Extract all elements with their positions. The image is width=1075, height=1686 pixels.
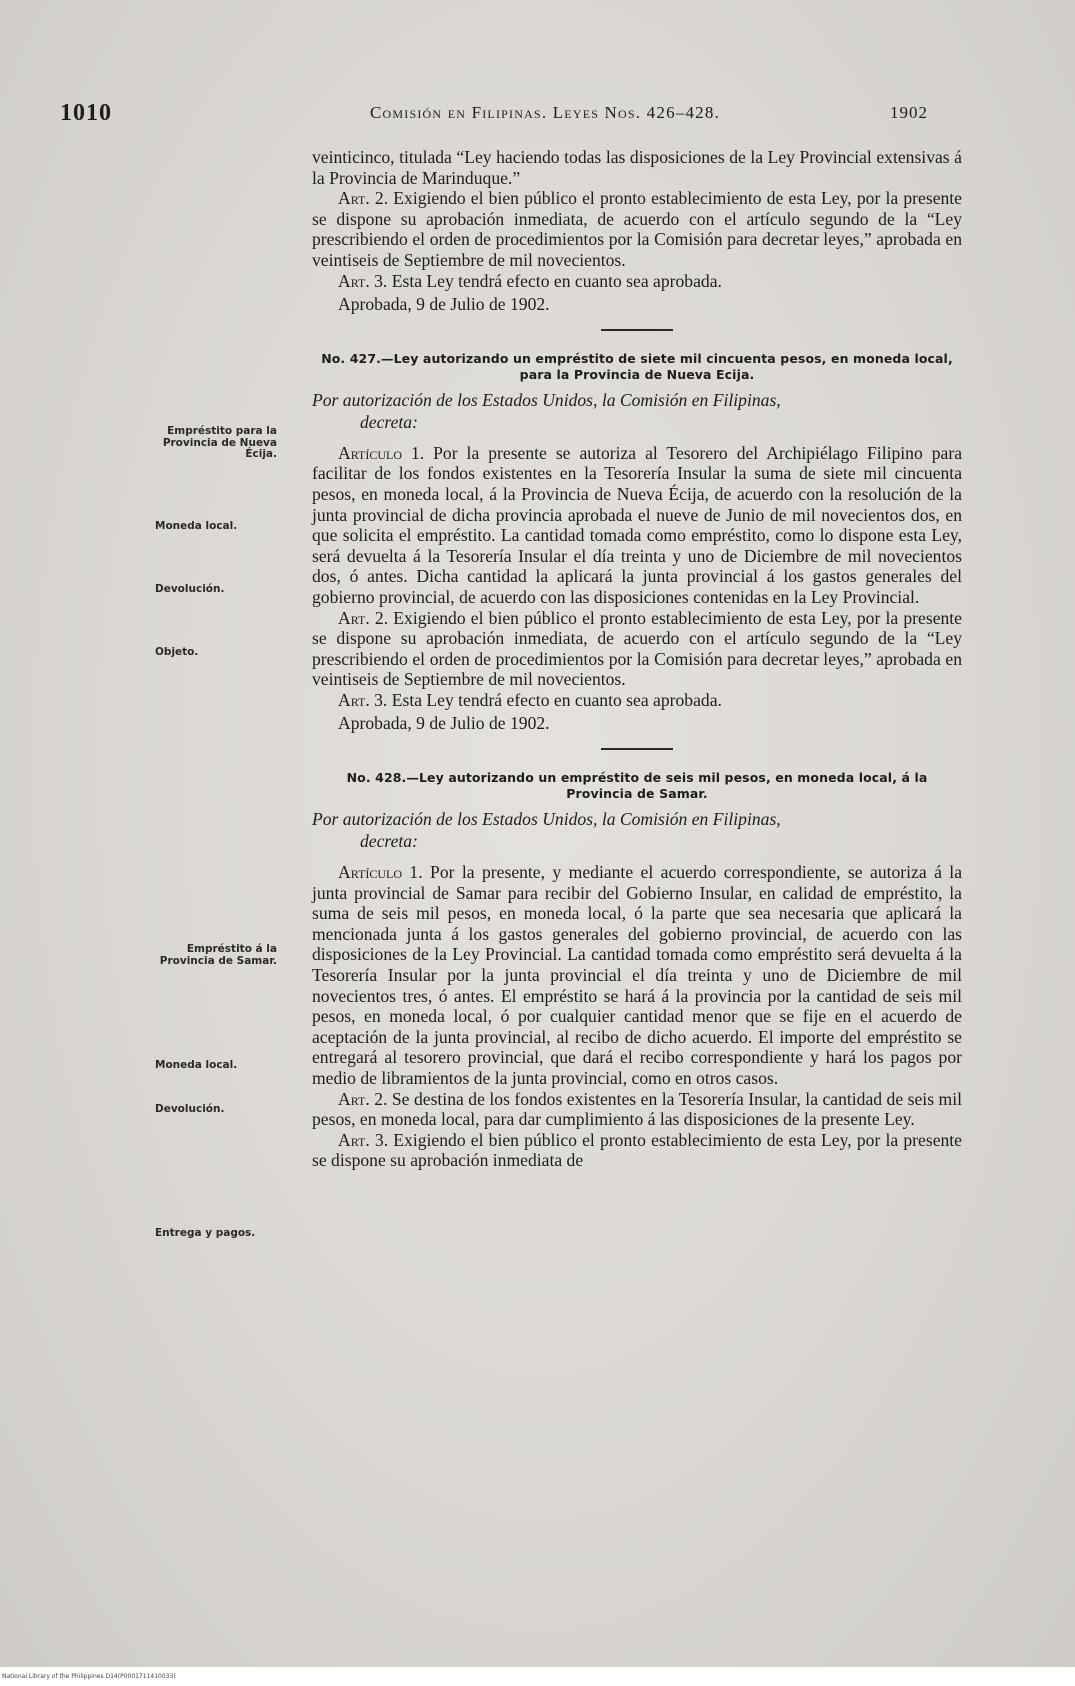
prev-law-article-2: [312, 188, 962, 270]
article-text: Por la presente, y mediante el acuerdo correspondiente, se autoriza á la junta provincial de Samar para recibir del Gobierno Insular, en calidad de empréstito, la suma de seis mil pesos, en moneda local, ó la parte que sea necesaria que aplicará la mencionada junta á los gastos generales del gobierno provincial, de acuerdo con las disposiciones de la Ley Provincial. La cantidad tomada como empréstito será devuelta á la Tesorería Insular por la junta provincial el día treinta y uno de Diciembre de mil novecientos tres, ó antes. El empréstito se hará á la provincia por la cantidad de seis mil pesos, en moneda local, ó por cualquier cantidad menor que se fije en el acuerdo de aceptación de la junta provincial, al recibo de dicho acuerdo. El importe del empréstito se entregará al tesorero provincial, que dará el recibo correspondiente y hará los pagos por medio de libramientos de la junta provincial, como en otros casos.: [312, 862, 963, 1088]
margin-note-delivery-428: Entrega y pagos.: [155, 1227, 256, 1239]
law-427-article-2: [312, 608, 962, 690]
margin-note-loan-428: Empréstito á la Provincia de Samar.: [159, 943, 277, 967]
article-text: Exigiendo el bien público el pronto establecimiento de esta Ley, por la presente se dispone su aprobación inmediata, de acuerdo con el artículo segundo de la “Ley prescribiendo el orden de procedimientos por la Comisión para decretar leyes,” aprobada en veintiseis de Septiembre de mil novecientos.: [312, 188, 962, 270]
article-text: Esta Ley tendrá efecto en cuanto sea aprobada.: [391, 689, 722, 710]
enacting-clause-decreta: decreta:: [360, 831, 418, 852]
law-427-title: No. 427.—Ley autorizando un empréstito de siete mil cincuenta pesos, en moneda local, para la Provincia de Nueva Ecija.: [321, 350, 953, 382]
margin-note-currency-428: Moneda local.: [155, 1059, 238, 1071]
margin-note-repayment-428: Devolución.: [155, 1103, 225, 1115]
article-text: Exigiendo el bien público el pronto establecimiento de esta Ley, por la presente se dispone su aprobación inmediata de: [312, 1129, 962, 1171]
enacting-clause-line: Por autorización de los Estados Unidos, la Comisión en Filipinas,: [312, 389, 781, 410]
article-label: Art. 2.: [338, 607, 389, 628]
margin-note-loan-427: Empréstito para la Provincia de Nueva Écija.: [162, 425, 277, 460]
page-header: [30, 100, 990, 130]
enacting-clause-decreta: decreta:: [360, 411, 418, 432]
header-year: 1902: [890, 103, 928, 122]
article-label: Art. 3.: [338, 1129, 389, 1150]
article-text: Por la presente se autoriza al Tesorero del Archipiélago Filipino para facilitar de los fondos existentes en la Tesorería Insular la suma de siete mil cincuenta pesos, en moneda local, á la Provincia de Nueva Écija, de acuerdo con la resolución de la junta provincial de dicha provincia aprobada el nueve de Junio de mil novecientos dos, en que solicita el empréstito. La cantidad tomada como empréstito, como lo dispone esta Ley, será devuelta á la Tesorería Insular el día treinta y uno de Diciembre de mil novecientos dos, ó antes. Dicha cantidad la aplicará la junta provincial á los gastos generales del gobierno provincial, de acuerdo con las disposiciones contenidas en la Ley Provincial.: [312, 442, 962, 607]
section-divider: [601, 748, 673, 750]
article-label: Art. 2.: [338, 188, 389, 209]
article-text: Se destina de los fondos existentes en la Tesorería Insular, la cantidad de seis mil pesos, en moneda local, para dar cumplimiento á las disposiciones de la presente Ley.: [312, 1088, 962, 1130]
law-427-article-1: [312, 443, 962, 608]
margin-note-currency-427: Moneda local.: [155, 520, 238, 532]
page-body: [312, 147, 962, 1171]
law-428-article-1: [312, 862, 962, 1089]
section-divider: [601, 329, 673, 331]
law-427-enacting-clause: [312, 389, 962, 433]
running-head: Comisión en Filipinas. Leyes Nos. 426–428.: [370, 103, 721, 122]
article-label: Art. 3.: [338, 270, 388, 291]
article-label: Art. 2.: [338, 1088, 388, 1109]
law-428-enacting-clause: [312, 808, 962, 852]
article-label: Art. 3.: [338, 689, 388, 710]
law-427-article-3: [312, 690, 962, 711]
article-text: Exigiendo el bien público el pronto establecimiento de esta Ley, por la presente se dispone su aprobación inmediata, de acuerdo con el artículo segundo de la “Ley prescribiendo el orden de procedimientos por la Comisión para decretar leyes,” aprobada en veintiseis de Septiembre de mil novecientos.: [312, 607, 962, 690]
law-427-approval-date: Aprobada, 9 de Julio de 1902.: [338, 713, 550, 734]
page-number: 1010: [60, 100, 112, 126]
scan-credit: National Library of the Philippines D14(P0001711410033): [2, 1673, 176, 1680]
prev-law-paragraph: veinticinco, titulada “Ley haciendo todas las disposiciones de la Ley Provincial extensivas á la Provincia de Marinduque.”: [312, 147, 962, 188]
law-428-article-3: [312, 1130, 962, 1171]
law-428-article-2: [312, 1089, 962, 1130]
margin-note-repayment-427: Devolución.: [155, 583, 225, 595]
article-text: Esta Ley tendrá efecto en cuanto sea aprobada.: [391, 270, 722, 291]
article-label: Artículo 1.: [338, 442, 425, 463]
margin-note-purpose-427: Objeto.: [155, 646, 199, 658]
prev-law-article-3: [312, 271, 962, 292]
article-label: Artículo 1.: [338, 862, 423, 883]
enacting-clause-line: Por autorización de los Estados Unidos, la Comisión en Filipinas,: [312, 809, 781, 830]
prev-law-approval-date: Aprobada, 9 de Julio de 1902.: [338, 294, 550, 315]
law-428-title: No. 428.—Ley autorizando un empréstito de seis mil pesos, en moneda local, á la Provincia de Samar.: [346, 770, 928, 802]
